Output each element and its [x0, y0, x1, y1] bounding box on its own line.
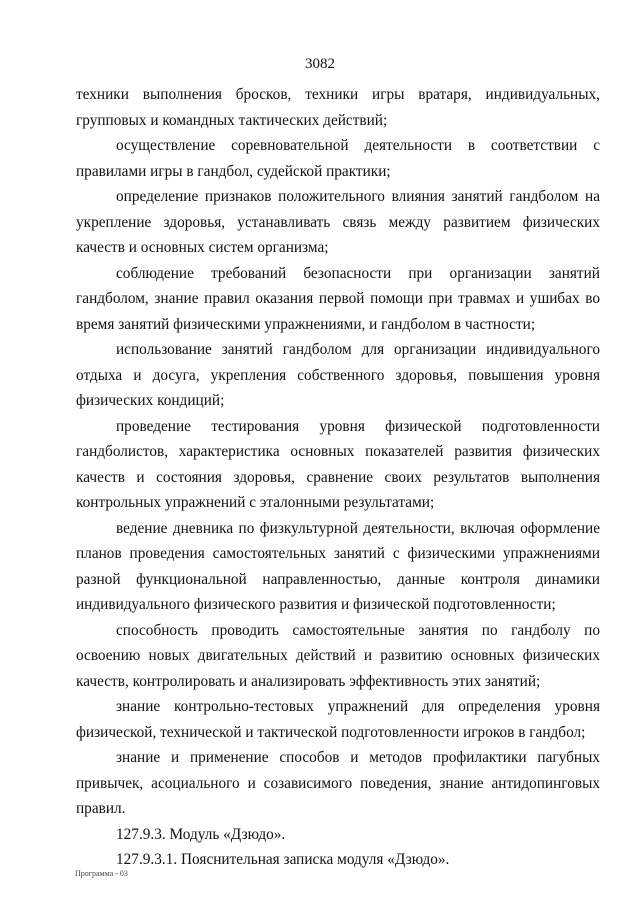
paragraph-1: техники выполнения бросков, техники игры вратаря, индивидуальных, групповых и командных тактических действий;	[76, 86, 600, 129]
paragraph-8: способность проводить самостоятельные занятия по гандболу по освоению новых двигательных действий и развитию основных физических качеств, контролировать и анализировать эффективность этих занятий;	[76, 621, 600, 690]
document-body	[76, 82, 600, 873]
paragraph-9: знание контрольно-тестовых упражнений для определения уровня физической, технической и тактической подготовленности игроков в гандбол;	[76, 698, 600, 741]
section-heading-judo-note: 127.9.3.1. Пояснительная записка модуля «Дзюдо».	[116, 851, 450, 868]
paragraph-2: осуществление соревновательной деятельности в соответствии с правилами игры в гандбол, судейской практики;	[76, 137, 600, 180]
paragraph-4: соблюдение требований безопасности при организации занятий гандболом, знание правил оказания первой помощи при травмах и ушибах во время занятий физическими упражнениями, и гандболом в частности;	[76, 264, 600, 333]
paragraph-3: определение признаков положительного влияния занятий гандболом на укрепление здоровья, устанавливать связь между развитием физических качеств и основных систем организма;	[76, 188, 600, 256]
paragraph-6: проведение тестирования уровня физической подготовленности гандболистов, характеристика основных показателей развития физических качеств и состояния здоровья, сравнение своих результатов выполнения контрольных упражнений с эталонными результатами;	[76, 417, 600, 511]
page-number: 3082	[305, 56, 335, 72]
paragraph-7: ведение дневника по физкультурной деятельности, включая оформление планов проведения самостоятельных занятий с физическими упражнениями разной функциональной направленностью, данные контроля динамики индивидуального физического развития и физической подготовленности;	[76, 519, 600, 613]
paragraph-5: использование занятий гандболом для организации индивидуального отдыха и досуга, укрепления собственного здоровья, повышения уровня физических кондиций;	[76, 341, 600, 409]
footer-program-code: Программа - 03	[75, 869, 128, 878]
paragraph-10: знание и применение способов и методов профилактики пагубных привычек, асоциального и созависимого поведения, знание антидопинговых правил.	[76, 749, 600, 817]
section-heading-judo-module: 127.9.3. Модуль «Дзюдо».	[116, 825, 286, 843]
